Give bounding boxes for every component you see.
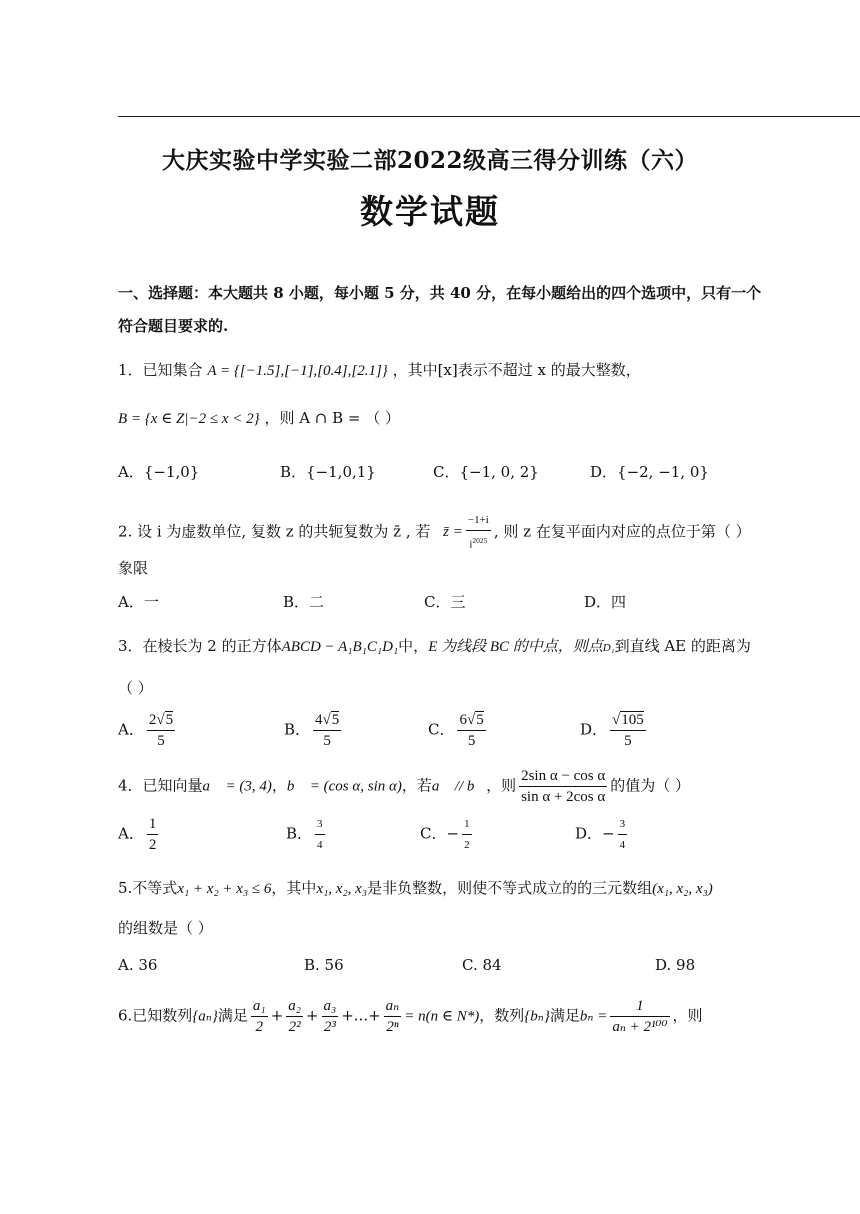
q3-text-4: 到直线 AE 的距离为 xyxy=(614,637,751,655)
q4-vector-b: b⃗ = (cos α, sin α) xyxy=(286,778,402,795)
exam-title: 大庆实验中学实验二部2022级高三得分训练（六） xyxy=(161,147,698,174)
q3-option-b-num: 4√5 xyxy=(313,710,341,731)
q3-option-c xyxy=(428,710,489,751)
q6-term-3 xyxy=(322,996,339,1037)
q6-ellipsis: +...+ xyxy=(341,1006,381,1025)
q4-numerator: 2sin α − cos α xyxy=(519,766,607,787)
q2-option-d: D．四 xyxy=(584,593,627,611)
q6-bn-lhs: bₙ = xyxy=(579,1008,608,1025)
q4-option-a-label: A． xyxy=(118,824,144,843)
q3-point: D₁ xyxy=(602,642,615,654)
q4-text-3: ，则 xyxy=(486,776,517,795)
q4-option-b-label: B． xyxy=(286,824,313,843)
q4-option-a-fraction xyxy=(147,814,159,855)
q2-fraction xyxy=(466,510,491,555)
q5-inequality: x₁ + x₂ + x₃ ≤ 6 xyxy=(177,881,272,897)
q1-option-c: C．{−1, 0, 2} xyxy=(433,463,539,481)
q4-option-b xyxy=(286,814,328,855)
q6-text-1: 6.已知数列 xyxy=(118,1006,193,1025)
q2-numerator: −1+i xyxy=(466,510,491,531)
section-heading-line2: 符合题目要求的. xyxy=(118,317,229,335)
q4-option-d-fraction xyxy=(618,814,628,855)
q6-sequence-b: {bₙ} xyxy=(524,1008,550,1025)
q6-bn-den: aₙ + 2¹⁰⁰ xyxy=(612,1019,668,1035)
q3-option-a-den: 5 xyxy=(157,733,165,749)
q5-triple: (x₁, x₂, x₃) xyxy=(652,881,713,897)
q5-text-2: ，其中 xyxy=(271,879,317,897)
q3-option-b xyxy=(284,710,344,751)
q3-option-c-coef: 6 xyxy=(459,712,467,728)
q3-text-3: E 为线段 BC 的中点，则点 xyxy=(428,639,603,655)
q5-text-1: 5.不等式 xyxy=(118,879,178,897)
q5-option-a: A. 36 xyxy=(118,956,158,974)
q6-bn-num: 1 xyxy=(610,996,669,1017)
q4-option-d-num: 3 xyxy=(618,814,628,835)
q4-option-c-sign: − xyxy=(446,824,460,843)
question-3-line1 xyxy=(118,636,751,658)
q3-option-b-label: B． xyxy=(284,720,311,739)
q6-rhs: = n(n ∈ N*) xyxy=(404,1008,480,1025)
q3-option-d-rad: 105 xyxy=(621,712,644,728)
q6-term-n-den: 2ⁿ xyxy=(386,1019,399,1035)
header-rule xyxy=(118,116,860,117)
q6-plus-2: + xyxy=(305,1006,319,1025)
q4-fraction xyxy=(519,766,607,807)
q6-term-3-den: 2³ xyxy=(323,1019,336,1035)
q3-option-a-coef: 2 xyxy=(148,712,157,728)
q6-term-2-den: 2² xyxy=(288,1019,301,1035)
q5-option-b: B. 56 xyxy=(304,956,344,974)
question-6-line1 xyxy=(118,996,703,1037)
q4-option-d-sign: − xyxy=(602,824,615,843)
q1-option-d: D．{−2, −1, 0} xyxy=(590,463,709,481)
q1-text: ，其中[x]表示不超过 x 的最大整数， xyxy=(392,361,641,379)
q3-option-a-fraction xyxy=(147,710,175,751)
q3-option-a xyxy=(118,710,178,751)
q4-option-a-num: 1 xyxy=(147,814,159,835)
q6-term-2 xyxy=(286,996,303,1037)
q2-option-b: B．二 xyxy=(283,593,325,611)
q3-option-d-fraction xyxy=(610,710,646,751)
q6-text-2: 满足 xyxy=(217,1006,248,1025)
q3-option-c-num: 6√5 xyxy=(457,710,485,731)
q6-term-1 xyxy=(251,996,268,1037)
q4-option-c-num: 1 xyxy=(462,814,472,835)
q4-text-1: 4．已知向量 xyxy=(118,776,203,795)
q6-text-4: 满足 xyxy=(549,1006,580,1025)
q5-variables: x₁, x₂, x₃ xyxy=(316,881,368,897)
q1-set-b: B = {x ∈ Z|−2 ≤ x < 2} xyxy=(118,411,260,427)
q6-term-1-den: 2 xyxy=(255,1019,264,1035)
q3-option-b-fraction xyxy=(313,710,341,751)
q6-term-n xyxy=(384,996,402,1037)
q3-option-d-den: 5 xyxy=(624,733,632,749)
q2-lhs: z̄ = xyxy=(443,524,463,541)
q6-plus-1: + xyxy=(270,1006,284,1025)
q6-term-3-num: a₃ xyxy=(322,996,339,1017)
q1-set-a: A = {[−1.5],[−1],[0.4],[2.1]} xyxy=(207,363,388,379)
q4-option-d-label: D． xyxy=(575,824,603,843)
q4-option-c xyxy=(420,814,475,855)
question-5-line1 xyxy=(118,878,713,899)
q4-vector-a: a⃗ = (3, 4) xyxy=(202,778,272,795)
q6-bn-fraction xyxy=(610,996,669,1037)
q4-option-d-den: 4 xyxy=(619,839,626,851)
q6-term-n-num: aₙ xyxy=(384,996,402,1017)
q6-term-2-num: a₂ xyxy=(286,996,303,1017)
q4-option-b-den: 4 xyxy=(317,839,323,851)
question-2-line2: 象限 xyxy=(118,559,149,577)
q6-term-1-num: a₁ xyxy=(251,996,268,1017)
q3-option-c-den: 5 xyxy=(467,733,476,749)
question-4-line1: 4．已知向量a⃗ = (3, 4)，b⃗ = (cos α, sin α)，若a⃗ // b⃗，则 $\frac{\text{2sin α − cos α}}{\text{sin α + 2cos α}}$ 的值为（ ） xyxy=(118,768,691,805)
q3-option-b-rad: 5 xyxy=(331,712,340,728)
question-2-line1 xyxy=(118,510,751,555)
q1-text-2: ，则 A ∩ B = （ ） xyxy=(264,409,401,427)
q3-option-b-coef: 4 xyxy=(315,712,323,728)
q4-parallel: a⃗ // b⃗ xyxy=(431,778,487,795)
q2-den-base: i xyxy=(469,538,473,551)
question-1-line1 xyxy=(118,360,641,381)
q3-text-1: 3．在棱长为 2 的正方体 xyxy=(118,637,282,655)
q4-option-c-label: C． xyxy=(420,824,447,843)
q5-text-3: 是非负整数，则使不等式成立的的三元数组 xyxy=(367,879,653,897)
q3-option-d-num: √105 xyxy=(610,710,646,731)
question-5-line2: 的组数是（ ） xyxy=(118,919,213,937)
q4-option-c-fraction xyxy=(462,814,472,855)
q4-text-2: ，若 xyxy=(401,776,432,795)
q4-option-b-num: 3 xyxy=(315,814,325,835)
q6-sequence-a: {aₙ} xyxy=(192,1008,218,1025)
q3-option-a-rad: 5 xyxy=(165,712,174,728)
q4-option-d xyxy=(575,814,630,855)
q1-option-a: A．{−1,0} xyxy=(118,463,200,481)
q1-label: 1．已知集合 xyxy=(118,361,203,379)
q3-option-c-rad: 5 xyxy=(476,712,484,728)
q4-option-a xyxy=(118,814,161,855)
q3-option-c-label: C． xyxy=(428,720,455,739)
question-3-line2: （ ） xyxy=(118,679,153,697)
q2-option-a: A．一 xyxy=(118,593,159,611)
q1-option-b: B．{−1,0,1} xyxy=(280,463,376,481)
q3-option-d-label: D． xyxy=(580,720,608,739)
q6-text-5: ，则 xyxy=(672,1006,703,1025)
q2-text-2: , 则 z 在复平面内对应的点位于第（ ） xyxy=(493,522,751,541)
q4-text-4: 的值为（ ） xyxy=(610,776,691,795)
q4-denominator: sin α + 2cos α xyxy=(521,789,606,805)
section-heading-line1: 一、选择题：本大题共 8 小题，每小题 5 分，共 40 分，在每小题给出的四个选项中，只有一个 xyxy=(118,284,762,302)
q3-text-2: 中， xyxy=(398,637,429,655)
q3-cube: ABCD − A₁B₁C₁D₁ xyxy=(281,639,399,655)
q3-option-c-fraction xyxy=(457,710,485,751)
q2-text: 2. 设 i 为虚数单位, 复数 z 的共轭复数为 z̄ , 若 xyxy=(118,522,431,541)
q4-option-c-den: 2 xyxy=(464,839,470,851)
q2-denominator xyxy=(466,531,491,555)
q4-option-b-fraction xyxy=(315,814,325,855)
q2-option-c: C．三 xyxy=(424,593,466,611)
q3-option-d xyxy=(580,710,649,751)
q4-option-a-den: 2 xyxy=(148,837,157,853)
q3-option-a-label: A． xyxy=(118,720,144,739)
q3-option-b-den: 5 xyxy=(323,733,331,749)
q5-option-c: C. 84 xyxy=(462,956,502,974)
question-1-line2 xyxy=(118,408,400,429)
q3-option-a-num: 2√5 xyxy=(147,710,175,731)
q2-den-exp: 2025 xyxy=(472,536,488,545)
q6-text-3: ，数列 xyxy=(479,1006,525,1025)
exam-subtitle: 数学试题 xyxy=(360,192,500,231)
q5-option-d: D. 98 xyxy=(655,956,696,974)
